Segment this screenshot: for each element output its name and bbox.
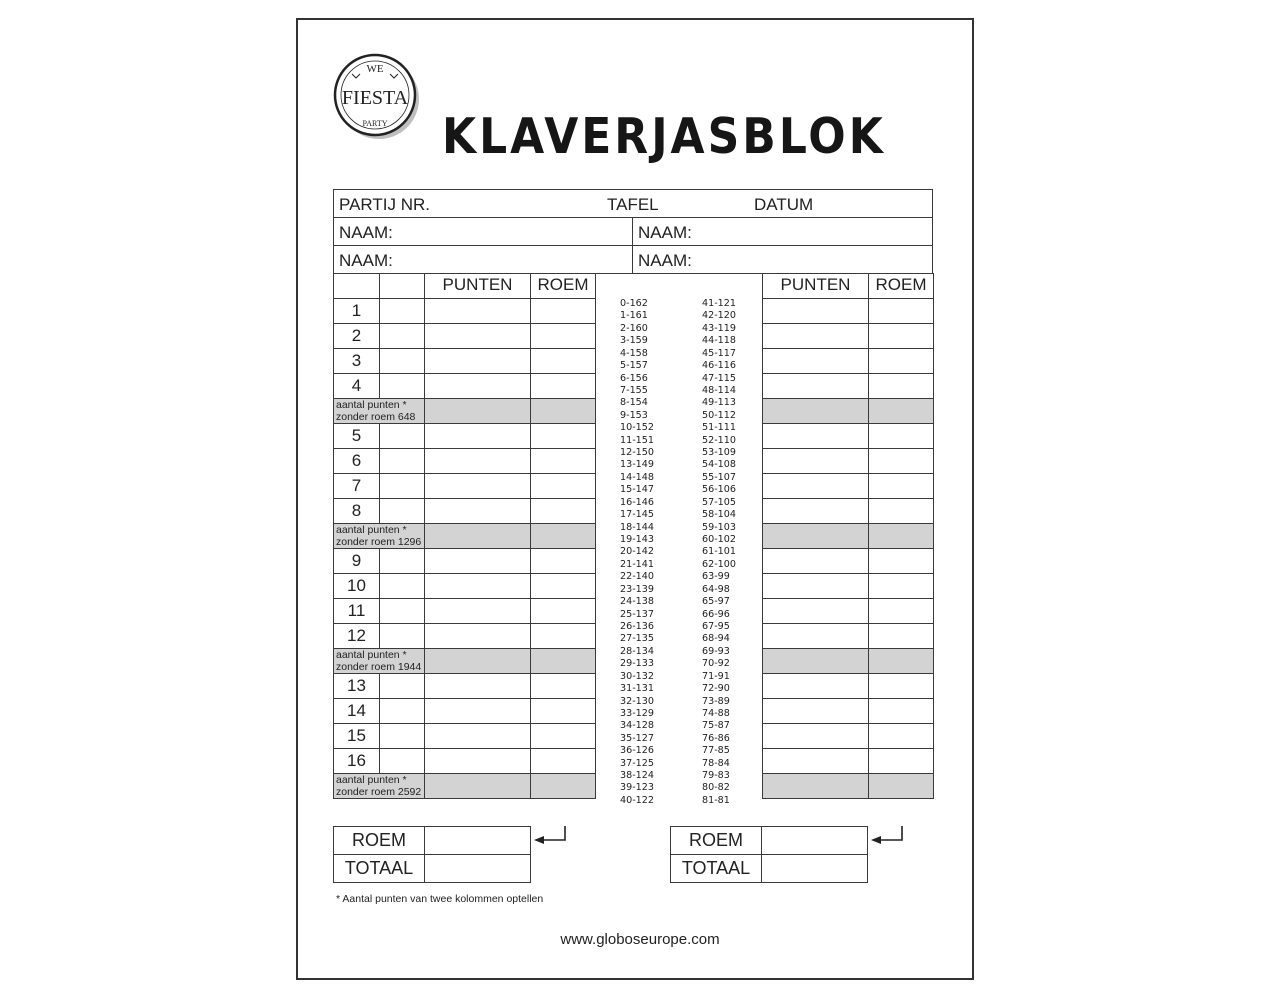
punten-cell[interactable] [425, 748, 531, 773]
score-pair: 50-112 [702, 409, 736, 421]
subtotal-label [334, 523, 425, 548]
score-pair: 54-108 [702, 459, 736, 471]
roem-header: ROEM [869, 273, 934, 298]
score-pair: 3-159 [620, 335, 648, 347]
roem-cell[interactable] [531, 323, 596, 348]
punten-cell[interactable] [425, 598, 531, 623]
score-pair: 51-111 [702, 422, 736, 434]
round-number: 9 [334, 548, 380, 573]
round-number: 10 [334, 573, 380, 598]
score-pair: 14-148 [620, 471, 654, 483]
naam-label-2: NAAM: [638, 223, 692, 242]
roem-cell[interactable] [531, 473, 596, 498]
score-pair: 39-123 [620, 782, 654, 794]
score-pair: 40-122 [620, 794, 654, 806]
totaal-cell-right[interactable] [762, 855, 868, 883]
score-pair: 72-90 [702, 683, 730, 695]
roem-cell[interactable] [531, 598, 596, 623]
player-cell[interactable] [380, 573, 425, 598]
score-pair: 56-106 [702, 484, 736, 496]
round-number: 1 [334, 298, 380, 323]
punten-cell[interactable] [425, 473, 531, 498]
score-pair: 42-120 [702, 310, 736, 322]
score-pair: 18-144 [620, 521, 654, 533]
round-row [334, 723, 596, 748]
punten-cell[interactable] [425, 298, 531, 323]
player-cell[interactable] [380, 423, 425, 448]
svg-text:WE: WE [366, 63, 384, 75]
score-pair: 63-99 [702, 571, 730, 583]
score-pair: 0-162 [620, 298, 648, 309]
round-row [763, 323, 934, 348]
score-pair: 73-89 [702, 695, 730, 707]
right-score-table [762, 273, 934, 799]
score-pair: 66-96 [702, 608, 730, 620]
roem-cell[interactable] [531, 623, 596, 648]
roem-cell[interactable] [531, 573, 596, 598]
subtotal-label-line2: zonder roem 648 [336, 410, 416, 423]
round-number: 4 [334, 373, 380, 398]
roem-cell[interactable] [531, 373, 596, 398]
roem-total-label-left: ROEM [334, 827, 425, 855]
subtotal-row [763, 773, 934, 798]
punten-cell[interactable] [763, 423, 869, 448]
round-row [763, 548, 934, 573]
totaal-cell-left[interactable] [425, 855, 531, 883]
round-number: 5 [334, 423, 380, 448]
punten-cell[interactable] [425, 448, 531, 473]
left-score-table [333, 273, 596, 799]
punten-cell[interactable] [425, 348, 531, 373]
score-pair: 77-85 [702, 745, 730, 757]
round-row [763, 298, 934, 323]
score-pair: 75-87 [702, 720, 730, 732]
round-row [334, 598, 596, 623]
roem-cell[interactable] [869, 748, 934, 773]
round-row [334, 423, 596, 448]
totaal-label-right: TOTAAL [671, 855, 762, 883]
player-cell[interactable] [380, 623, 425, 648]
punten-cell[interactable] [763, 723, 869, 748]
roem-total-label-right: ROEM [671, 827, 762, 855]
subtotal-punten-cell[interactable] [425, 398, 531, 423]
roem-cell[interactable] [531, 748, 596, 773]
round-row [334, 748, 596, 773]
score-pair: 11-151 [620, 434, 654, 446]
subtotal-row [763, 523, 934, 548]
subtotal-roem-cell[interactable] [869, 773, 934, 798]
partij-nr-label: PARTIJ NR. [339, 195, 430, 214]
score-pair: 65-97 [702, 596, 730, 608]
round-row [334, 623, 596, 648]
score-pair: 70-92 [702, 658, 730, 670]
round-number: 13 [334, 673, 380, 698]
punten-cell[interactable] [425, 373, 531, 398]
score-pair: 6-156 [620, 372, 648, 384]
round-row [334, 673, 596, 698]
score-pair: 74-88 [702, 707, 730, 719]
score-pair: 13-149 [620, 459, 654, 471]
roem-cell[interactable] [531, 723, 596, 748]
roem-cell[interactable] [531, 698, 596, 723]
round-row [763, 498, 934, 523]
punten-cell[interactable] [763, 623, 869, 648]
score-pair: 68-94 [702, 633, 730, 645]
punten-cell[interactable] [425, 548, 531, 573]
roem-total-cell-left[interactable] [425, 827, 531, 855]
subtotal-label-line1: aantal punten * [336, 398, 407, 411]
punten-cell[interactable] [763, 448, 869, 473]
score-pair: 79-83 [702, 770, 730, 782]
score-pair: 26-136 [620, 620, 654, 632]
round-row [334, 473, 596, 498]
round-row [763, 723, 934, 748]
round-number: 14 [334, 698, 380, 723]
subtotal-label [334, 773, 425, 798]
subtotal-row [334, 648, 596, 673]
score-pair: 25-137 [620, 608, 654, 620]
roem-cell[interactable] [531, 448, 596, 473]
score-pair: 20-142 [620, 546, 654, 558]
roem-cell[interactable] [869, 623, 934, 648]
score-pair: 24-138 [620, 596, 654, 608]
score-pair: 49-113 [702, 397, 736, 409]
subtotal-row [334, 523, 596, 548]
subtotal-roem-cell[interactable] [531, 523, 596, 548]
punten-cell[interactable] [763, 373, 869, 398]
punten-cell[interactable] [763, 673, 869, 698]
punten-cell[interactable] [425, 623, 531, 648]
player-cell[interactable] [380, 598, 425, 623]
score-pair: 62-100 [702, 558, 736, 570]
roem-cell[interactable] [869, 548, 934, 573]
score-pair: 9-153 [620, 409, 648, 421]
round-number: 12 [334, 623, 380, 648]
score-pair: 47-115 [702, 372, 736, 384]
subtotal-label [334, 398, 425, 423]
score-pair: 52-110 [702, 434, 736, 446]
subtotal-punten-cell[interactable] [763, 523, 869, 548]
roem-carry-arrow-left [532, 826, 572, 848]
score-pair: 7-155 [620, 384, 648, 396]
player-cell[interactable] [380, 448, 425, 473]
round-row [763, 748, 934, 773]
punten-cell[interactable] [763, 323, 869, 348]
roem-cell[interactable] [869, 423, 934, 448]
score-pair: 31-131 [620, 683, 654, 695]
score-pair: 4-158 [620, 347, 648, 359]
roem-cell[interactable] [869, 573, 934, 598]
roem-cell[interactable] [531, 423, 596, 448]
score-pair: 60-102 [702, 534, 736, 546]
player-cell[interactable] [380, 723, 425, 748]
roem-cell[interactable] [869, 448, 934, 473]
punten-cell[interactable] [763, 548, 869, 573]
player-cell[interactable] [380, 323, 425, 348]
score-pair: 27-135 [620, 633, 654, 645]
punten-cell[interactable] [763, 498, 869, 523]
round-row [334, 698, 596, 723]
roem-cell[interactable] [531, 548, 596, 573]
roem-cell[interactable] [531, 298, 596, 323]
roem-cell[interactable] [869, 498, 934, 523]
score-pair: 45-117 [702, 347, 736, 359]
page-title: KLAVERJASBLOK [442, 108, 886, 166]
round-row [763, 598, 934, 623]
subtotal-row [763, 398, 934, 423]
score-pair: 22-140 [620, 571, 654, 583]
round-number: 15 [334, 723, 380, 748]
score-pair: 29-133 [620, 658, 654, 670]
svg-text:FIESTA: FIESTA [341, 87, 409, 109]
punten-cell[interactable] [763, 348, 869, 373]
score-pair: 36-126 [620, 745, 654, 757]
punten-cell[interactable] [425, 323, 531, 348]
score-pair: 55-107 [702, 471, 736, 483]
score-pair: 59-103 [702, 521, 736, 533]
player-cell[interactable] [380, 673, 425, 698]
roem-cell[interactable] [869, 698, 934, 723]
round-number: 8 [334, 498, 380, 523]
score-pair: 32-130 [620, 695, 654, 707]
score-pair: 23-139 [620, 583, 654, 595]
punten-cell[interactable] [763, 298, 869, 323]
score-pair: 35-127 [620, 732, 654, 744]
subtotal-punten-cell[interactable] [425, 648, 531, 673]
score-pair: 81-81 [702, 794, 730, 806]
datum-label: DATUM [754, 195, 814, 214]
subtotal-roem-cell[interactable] [531, 648, 596, 673]
player-cell[interactable] [380, 498, 425, 523]
subtotal-punten-cell[interactable] [763, 773, 869, 798]
score-pair: 33-129 [620, 707, 654, 719]
punten-cell[interactable] [425, 723, 531, 748]
subtotal-label-line2: zonder roem 1944 [336, 660, 422, 673]
svg-text:PARTY: PARTY [362, 119, 388, 128]
subtotal-punten-cell[interactable] [425, 523, 531, 548]
header-blank-cell [380, 273, 425, 298]
roem-carry-arrow-right [869, 826, 909, 848]
punten-cell[interactable] [425, 573, 531, 598]
subtotal-row [334, 398, 596, 423]
score-pair: 30-132 [620, 670, 654, 682]
player-cell[interactable] [380, 698, 425, 723]
score-pair: 5-157 [620, 360, 648, 372]
subtotal-label-line1: aantal punten * [336, 648, 407, 661]
player-cell[interactable] [380, 348, 425, 373]
subtotal-label-line1: aantal punten * [336, 773, 407, 786]
round-row [763, 698, 934, 723]
subtotal-roem-cell[interactable] [531, 773, 596, 798]
tafel-label: TAFEL [607, 195, 659, 214]
punten-cell[interactable] [763, 698, 869, 723]
score-pair: 41-121 [702, 298, 736, 309]
roem-cell[interactable] [869, 323, 934, 348]
round-row [334, 373, 596, 398]
score-pair: 17-145 [620, 509, 654, 521]
punten-cell[interactable] [425, 698, 531, 723]
header-blank-cell [334, 273, 380, 298]
score-pair: 53-109 [702, 447, 736, 459]
roem-total-cell-right[interactable] [762, 827, 868, 855]
subtotal-punten-cell[interactable] [763, 648, 869, 673]
score-pair: 12-150 [620, 447, 654, 459]
player-cell[interactable] [380, 298, 425, 323]
naam-label-3: NAAM: [339, 251, 393, 270]
round-row [763, 373, 934, 398]
score-pair: 43-119 [702, 322, 736, 334]
score-pair: 58-104 [702, 509, 736, 521]
roem-header: ROEM [531, 273, 596, 298]
score-pair: 67-95 [702, 620, 730, 632]
score-pair: 48-114 [702, 384, 736, 396]
totaal-label-left: TOTAAL [334, 855, 425, 883]
punten-cell[interactable] [425, 498, 531, 523]
score-pair: 21-141 [620, 558, 654, 570]
footnote: * Aantal punten van twee kolommen optellen [336, 893, 544, 905]
roem-cell[interactable] [869, 373, 934, 398]
score-pair: 38-124 [620, 770, 654, 782]
left-totals-table [333, 826, 531, 883]
score-pair: 34-128 [620, 720, 654, 732]
round-row [334, 298, 596, 323]
roem-cell[interactable] [531, 673, 596, 698]
roem-cell[interactable] [531, 348, 596, 373]
score-pair: 16-146 [620, 496, 654, 508]
subtotal-roem-cell[interactable] [869, 648, 934, 673]
subtotal-label-line2: zonder roem 2592 [336, 785, 422, 798]
roem-cell[interactable] [869, 673, 934, 698]
subtotal-label [334, 648, 425, 673]
round-row [334, 573, 596, 598]
subtotal-roem-cell[interactable] [531, 398, 596, 423]
player-cell[interactable] [380, 548, 425, 573]
score-pair: 64-98 [702, 583, 730, 595]
score-pair: 15-147 [620, 484, 654, 496]
score-pair: 1-161 [620, 310, 648, 322]
score-pair: 19-143 [620, 534, 654, 546]
roem-cell[interactable] [869, 723, 934, 748]
score-pair: 61-101 [702, 546, 736, 558]
roem-cell[interactable] [869, 298, 934, 323]
punten-header: PUNTEN [763, 273, 869, 298]
subtotal-label-line2: zonder roem 1296 [336, 535, 422, 548]
round-number: 2 [334, 323, 380, 348]
subtotal-row [763, 648, 934, 673]
score-pair: 76-86 [702, 732, 730, 744]
round-number: 6 [334, 448, 380, 473]
score-pair: 78-84 [702, 757, 730, 769]
score-pair: 37-125 [620, 757, 654, 769]
roem-cell[interactable] [869, 473, 934, 498]
score-pair: 71-91 [702, 670, 730, 682]
punten-cell[interactable] [763, 598, 869, 623]
score-pair: 69-93 [702, 645, 730, 657]
we-fiesta-party-logo [332, 52, 420, 140]
score-pair: 44-118 [702, 335, 736, 347]
player-cell[interactable] [380, 748, 425, 773]
website-url: www.globoseurope.com [560, 931, 720, 948]
round-row [763, 473, 934, 498]
punten-header: PUNTEN [425, 273, 531, 298]
round-row [763, 673, 934, 698]
round-number: 16 [334, 748, 380, 773]
player-cell[interactable] [380, 373, 425, 398]
round-row [334, 548, 596, 573]
naam-label-4: NAAM: [638, 251, 692, 270]
round-number: 11 [334, 598, 380, 623]
right-totals-table [670, 826, 868, 883]
subtotal-label-line1: aantal punten * [336, 523, 407, 536]
score-pair: 57-105 [702, 496, 736, 508]
punten-cell[interactable] [425, 673, 531, 698]
score-pair: 2-160 [620, 322, 648, 334]
round-number: 7 [334, 473, 380, 498]
round-row [334, 498, 596, 523]
round-row [334, 348, 596, 373]
subtotal-roem-cell[interactable] [869, 398, 934, 423]
roem-cell[interactable] [869, 348, 934, 373]
punten-cell[interactable] [425, 423, 531, 448]
score-pair: 80-82 [702, 782, 730, 794]
subtotal-row [334, 773, 596, 798]
round-row [763, 623, 934, 648]
subtotal-punten-cell[interactable] [763, 398, 869, 423]
player-cell[interactable] [380, 473, 425, 498]
subtotal-roem-cell[interactable] [869, 523, 934, 548]
score-pair: 8-154 [620, 397, 648, 409]
round-row [763, 573, 934, 598]
round-row [763, 423, 934, 448]
round-row [763, 348, 934, 373]
punten-cell[interactable] [763, 473, 869, 498]
score-pair: 28-134 [620, 645, 654, 657]
naam-label-1: NAAM: [339, 223, 393, 242]
round-row [334, 448, 596, 473]
roem-cell[interactable] [869, 598, 934, 623]
score-pair: 10-152 [620, 422, 654, 434]
punten-cell[interactable] [763, 573, 869, 598]
roem-cell[interactable] [531, 498, 596, 523]
round-row [763, 448, 934, 473]
round-number: 3 [334, 348, 380, 373]
score-pair: 46-116 [702, 360, 736, 372]
punten-cell[interactable] [763, 748, 869, 773]
subtotal-punten-cell[interactable] [425, 773, 531, 798]
round-row [334, 323, 596, 348]
